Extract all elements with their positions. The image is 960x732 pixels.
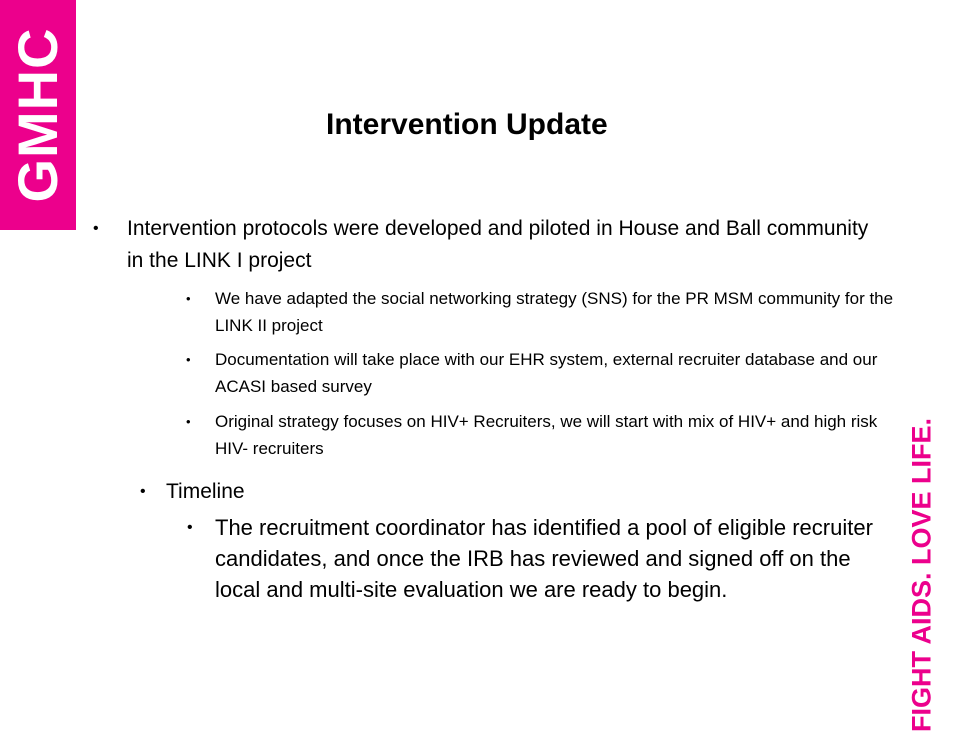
bullet-dot: •: [186, 352, 191, 367]
subbullet-text: Original strategy focuses on HIV+ Recruiters, we will start with mix of HIV+ and high risk HIV- recruiters: [215, 412, 878, 458]
subbullet-sns-strategy: [186, 285, 895, 339]
bullet-timeline: [140, 476, 245, 508]
subbullet-text: Documentation will take place with our EHR system, external recruiter database and our ACASI based survey: [215, 350, 878, 396]
subbullet-documentation: [186, 346, 895, 400]
gmhc-logo-text: GMHC: [6, 27, 69, 203]
bullet-dot: •: [186, 414, 191, 429]
bullet-dot: •: [140, 483, 146, 500]
tagline-vertical: FIGHT AIDS. LOVE LIFE.: [906, 417, 937, 732]
bullet-intervention-protocols: [93, 213, 887, 277]
subbullet-original-strategy: [186, 408, 895, 462]
bullet-text: Intervention protocols were developed and piloted in House and Ball community in the LINK I project: [127, 217, 869, 272]
bullet-dot: •: [186, 291, 191, 306]
bullet-dot: •: [93, 220, 99, 237]
slide-title: Intervention Update: [326, 108, 608, 141]
subbullet-recruitment-coordinator: [187, 512, 895, 605]
subbullet-text: The recruitment coordinator has identified a pool of eligible recruiter candidates, and once the IRB has reviewed and signed off on the local and multi-site evaluation we are ready to begin.: [215, 515, 873, 602]
bullet-text: Timeline: [166, 480, 245, 503]
gmhc-logo: [0, 0, 76, 230]
bullet-dot: •: [187, 519, 193, 536]
subbullet-text: We have adapted the social networking strategy (SNS) for the PR MSM community for the LINK II project: [215, 289, 894, 335]
